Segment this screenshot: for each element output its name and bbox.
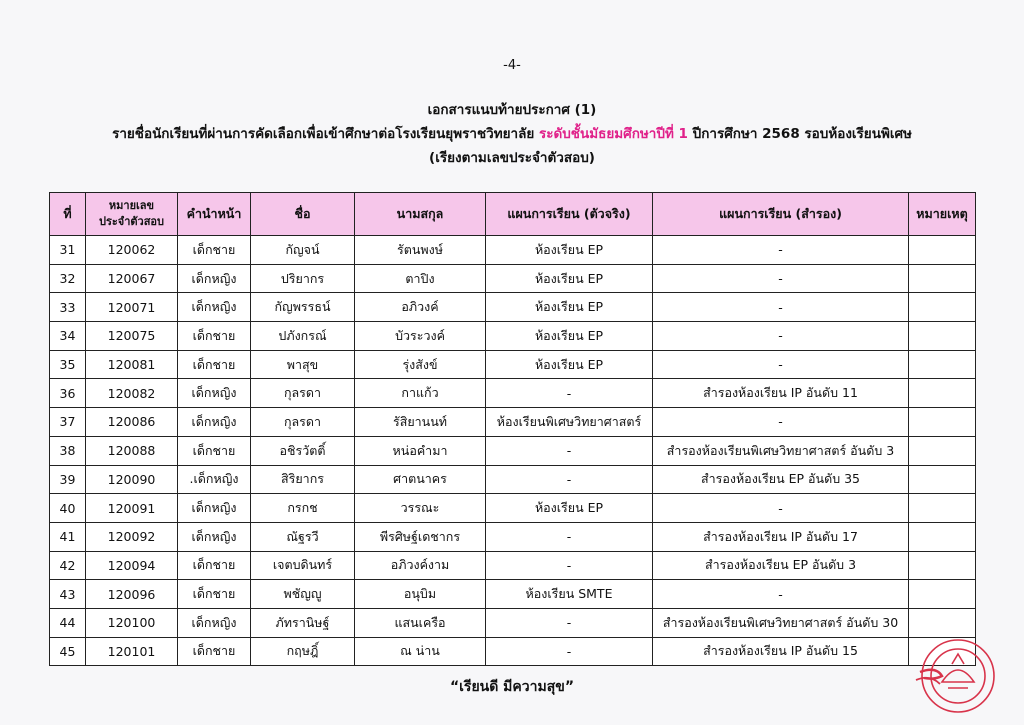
cell-prefix: เด็กชาย xyxy=(178,637,251,666)
cell-first-name: อชิรวัตติ์ xyxy=(251,436,355,465)
cell-no: 42 xyxy=(50,551,86,580)
title-line-2-highlight: ระดับชั้นมัธยมศึกษาปีที่ 1 xyxy=(538,126,688,142)
cell-first-name: พาสุข xyxy=(251,350,355,379)
cell-exam-id: 120071 xyxy=(86,293,178,322)
cell-exam-id: 120086 xyxy=(86,408,178,437)
cell-prefix: เด็กหญิง xyxy=(178,379,251,408)
cell-first-name: พชัญญู xyxy=(251,580,355,609)
cell-plan-actual: - xyxy=(486,465,653,494)
cell-plan-actual: ห้องเรียนพิเศษวิทยาศาสตร์ xyxy=(486,408,653,437)
cell-exam-id: 120101 xyxy=(86,637,178,666)
cell-remark xyxy=(909,379,976,408)
school-seal-icon xyxy=(912,636,1004,716)
header-remark: หมายเหตุ xyxy=(909,193,976,236)
cell-last-name: วรรณะ xyxy=(355,494,486,523)
table-row xyxy=(50,436,976,465)
header-no: ที่ xyxy=(50,193,86,236)
cell-prefix: เด็กหญิง xyxy=(178,494,251,523)
cell-exam-id: 120075 xyxy=(86,322,178,351)
cell-plan-reserve: - xyxy=(653,236,909,265)
cell-prefix: เด็กชาย xyxy=(178,551,251,580)
cell-no: 38 xyxy=(50,436,86,465)
cell-plan-actual: ห้องเรียน EP xyxy=(486,350,653,379)
table-row xyxy=(50,637,976,666)
cell-remark xyxy=(909,494,976,523)
cell-no: 33 xyxy=(50,293,86,322)
cell-last-name: แสนเครือ xyxy=(355,608,486,637)
cell-last-name: ศาตนาคร xyxy=(355,465,486,494)
cell-remark xyxy=(909,293,976,322)
cell-plan-actual: ห้องเรียน EP xyxy=(486,494,653,523)
cell-exam-id: 120100 xyxy=(86,608,178,637)
table-row xyxy=(50,322,976,351)
cell-exam-id: 120082 xyxy=(86,379,178,408)
cell-remark xyxy=(909,608,976,637)
cell-prefix: เด็กชาย xyxy=(178,436,251,465)
cell-plan-actual: ห้องเรียน SMTE xyxy=(486,580,653,609)
cell-first-name: สิริยากร xyxy=(251,465,355,494)
school-motto: “เรียนดี มีความสุข” xyxy=(449,679,575,695)
cell-last-name: รัตนพงษ์ xyxy=(355,236,486,265)
cell-last-name: รัสิยานนท์ xyxy=(355,408,486,437)
title-line-2-prefix: รายชื่อนักเรียนที่ผ่านการคัดเลือกเพื่อเข้าศึกษาต่อโรงเรียนยุพราชวิทยาลัย xyxy=(112,126,539,142)
cell-plan-reserve: สำรองห้องเรียน IP อันดับ 15 xyxy=(653,637,909,666)
table-row xyxy=(50,350,976,379)
header-plan-actual: แผนการเรียน (ตัวจริง) xyxy=(486,193,653,236)
cell-prefix: เด็กชาย xyxy=(178,236,251,265)
cell-no: 45 xyxy=(50,637,86,666)
cell-plan-reserve: - xyxy=(653,494,909,523)
cell-prefix: .เด็กหญิง xyxy=(178,465,251,494)
cell-plan-actual: - xyxy=(486,522,653,551)
cell-first-name: ภัทรานิษฐ์ xyxy=(251,608,355,637)
cell-prefix: เด็กชาย xyxy=(178,322,251,351)
cell-plan-actual: ห้องเรียน EP xyxy=(486,236,653,265)
cell-plan-actual: - xyxy=(486,637,653,666)
cell-first-name: กัญจน์ xyxy=(251,236,355,265)
cell-first-name: กุลรดา xyxy=(251,408,355,437)
header-last-name: นามสกุล xyxy=(355,193,486,236)
cell-plan-reserve: - xyxy=(653,408,909,437)
cell-remark xyxy=(909,551,976,580)
cell-plan-reserve: - xyxy=(653,350,909,379)
cell-remark xyxy=(909,350,976,379)
cell-remark xyxy=(909,465,976,494)
cell-exam-id: 120081 xyxy=(86,350,178,379)
cell-plan-reserve: - xyxy=(653,264,909,293)
page-number: -4- xyxy=(503,58,521,73)
title-line-2 xyxy=(0,122,1024,146)
cell-no: 37 xyxy=(50,408,86,437)
cell-no: 34 xyxy=(50,322,86,351)
cell-prefix: เด็กชาย xyxy=(178,350,251,379)
title-line-2-suffix: ปีการศึกษา 2568 รอบห้องเรียนพิเศษ xyxy=(687,126,912,142)
cell-first-name: กฤษฎิ์ xyxy=(251,637,355,666)
cell-first-name: ปภังกรณ์ xyxy=(251,322,355,351)
cell-remark xyxy=(909,236,976,265)
cell-plan-actual: ห้องเรียน EP xyxy=(486,322,653,351)
table-row xyxy=(50,522,976,551)
cell-last-name: อภิวงค์งาม xyxy=(355,551,486,580)
table-body xyxy=(50,236,976,666)
cell-prefix: เด็กหญิง xyxy=(178,408,251,437)
cell-first-name: กรกช xyxy=(251,494,355,523)
table-row xyxy=(50,465,976,494)
table-row xyxy=(50,608,976,637)
table-row xyxy=(50,580,976,609)
cell-first-name: เจตบดินทร์ xyxy=(251,551,355,580)
title-line-3: (เรียงตามเลขประจำตัวสอบ) xyxy=(429,150,595,166)
cell-plan-actual: - xyxy=(486,379,653,408)
cell-prefix: เด็กหญิง xyxy=(178,293,251,322)
cell-last-name: บัวระวงค์ xyxy=(355,322,486,351)
cell-last-name: พีรศิษฐ์เดชากร xyxy=(355,522,486,551)
cell-remark xyxy=(909,408,976,437)
cell-no: 39 xyxy=(50,465,86,494)
table-row xyxy=(50,379,976,408)
cell-remark xyxy=(909,322,976,351)
cell-plan-actual: - xyxy=(486,608,653,637)
cell-plan-actual: - xyxy=(486,436,653,465)
cell-exam-id: 120092 xyxy=(86,522,178,551)
cell-no: 36 xyxy=(50,379,86,408)
cell-exam-id: 120096 xyxy=(86,580,178,609)
cell-remark xyxy=(909,580,976,609)
cell-exam-id: 120091 xyxy=(86,494,178,523)
table-row xyxy=(50,236,976,265)
cell-exam-id: 120088 xyxy=(86,436,178,465)
cell-first-name: ณัฐรวี xyxy=(251,522,355,551)
cell-plan-reserve: สำรองห้องเรียนพิเศษวิทยาศาสตร์ อันดับ 3 xyxy=(653,436,909,465)
cell-prefix: เด็กหญิง xyxy=(178,608,251,637)
cell-no: 41 xyxy=(50,522,86,551)
student-table xyxy=(49,192,976,666)
cell-exam-id: 120094 xyxy=(86,551,178,580)
table-header-row xyxy=(50,193,976,236)
cell-no: 44 xyxy=(50,608,86,637)
cell-no: 31 xyxy=(50,236,86,265)
cell-no: 43 xyxy=(50,580,86,609)
cell-prefix: เด็กหญิง xyxy=(178,522,251,551)
header-exam-id xyxy=(86,193,178,236)
header-prefix: คำนำหน้า xyxy=(178,193,251,236)
cell-last-name: หน่อคำมา xyxy=(355,436,486,465)
cell-plan-reserve: สำรองห้องเรียนพิเศษวิทยาศาสตร์ อันดับ 30 xyxy=(653,608,909,637)
table-row xyxy=(50,264,976,293)
cell-last-name: ตาปิง xyxy=(355,264,486,293)
cell-plan-actual: ห้องเรียน EP xyxy=(486,293,653,322)
cell-prefix: เด็กชาย xyxy=(178,580,251,609)
table-row xyxy=(50,551,976,580)
header-exam-id-line-1: หมายเลข xyxy=(108,199,155,212)
cell-exam-id: 120090 xyxy=(86,465,178,494)
cell-last-name: รุ่งสังข์ xyxy=(355,350,486,379)
cell-prefix: เด็กหญิง xyxy=(178,264,251,293)
header-plan-reserve: แผนการเรียน (สำรอง) xyxy=(653,193,909,236)
document-title xyxy=(0,98,1024,170)
cell-no: 32 xyxy=(50,264,86,293)
cell-first-name: กุลรดา xyxy=(251,379,355,408)
table-row xyxy=(50,494,976,523)
cell-plan-reserve: สำรองห้องเรียน EP อันดับ 3 xyxy=(653,551,909,580)
cell-plan-reserve: - xyxy=(653,322,909,351)
cell-remark xyxy=(909,522,976,551)
header-exam-id-line-2: ประจำตัวสอบ xyxy=(98,215,165,228)
table-row xyxy=(50,293,976,322)
cell-plan-reserve: สำรองห้องเรียน IP อันดับ 17 xyxy=(653,522,909,551)
cell-last-name: ณ น่าน xyxy=(355,637,486,666)
cell-exam-id: 120062 xyxy=(86,236,178,265)
header-first-name: ชื่อ xyxy=(251,193,355,236)
cell-last-name: อภิวงค์ xyxy=(355,293,486,322)
cell-plan-reserve: สำรองห้องเรียน EP อันดับ 35 xyxy=(653,465,909,494)
cell-plan-actual: - xyxy=(486,551,653,580)
cell-plan-reserve: สำรองห้องเรียน IP อันดับ 11 xyxy=(653,379,909,408)
cell-plan-actual: ห้องเรียน EP xyxy=(486,264,653,293)
table-row xyxy=(50,408,976,437)
cell-last-name: อนุบิม xyxy=(355,580,486,609)
cell-plan-reserve: - xyxy=(653,293,909,322)
cell-first-name: ปริยากร xyxy=(251,264,355,293)
cell-exam-id: 120067 xyxy=(86,264,178,293)
cell-first-name: กัญพรรธน์ xyxy=(251,293,355,322)
cell-no: 40 xyxy=(50,494,86,523)
title-line-1: เอกสารแนบท้ายประกาศ (1) xyxy=(427,102,597,118)
cell-no: 35 xyxy=(50,350,86,379)
cell-last-name: กาแก้ว xyxy=(355,379,486,408)
cell-remark xyxy=(909,264,976,293)
cell-remark xyxy=(909,436,976,465)
cell-plan-reserve: - xyxy=(653,580,909,609)
